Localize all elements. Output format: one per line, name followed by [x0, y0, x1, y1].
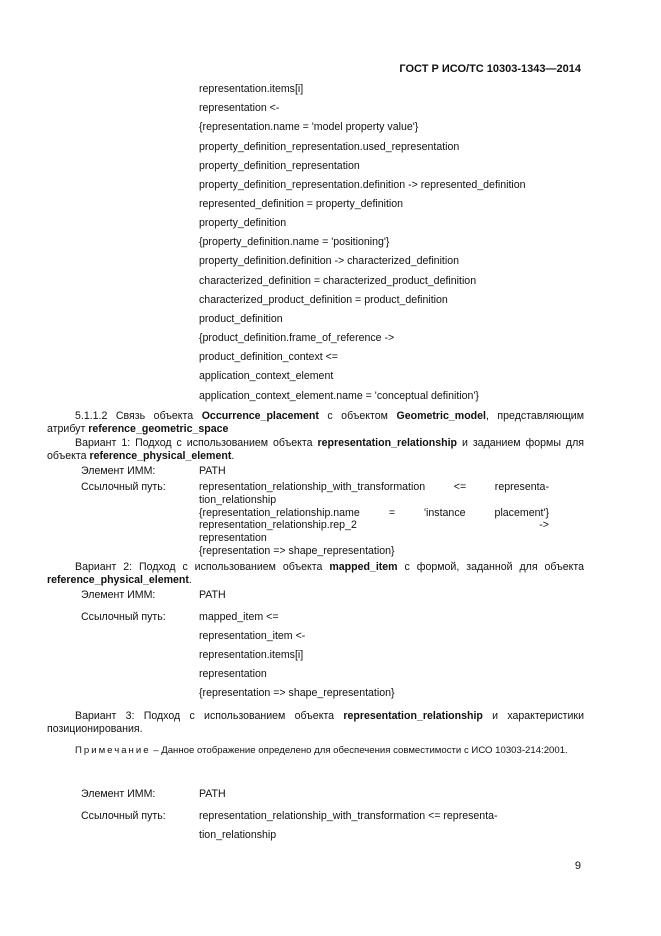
code-line: property_definition_representation.used_representation	[199, 141, 460, 153]
path-line: representation_relationship.rep_2 ->	[199, 519, 549, 531]
code-line: application_context_element.name = 'conceptual definition'}	[199, 390, 479, 402]
variant-1-paragraph: Вариант 1: Подход с использованием объекта representation_relationship и заданием формы для объекта reference_physical_element.	[47, 437, 584, 462]
code-line: represented_definition = property_definition	[199, 198, 404, 210]
code-line: characterized_product_definition = product_definition	[199, 294, 448, 306]
path-line: representation_relationship_with_transformation <= representa-	[199, 481, 549, 493]
code-line: product_definition_context <=	[199, 351, 338, 363]
note-text: – Данное отображение определено для обеспечения совместимости с ИСО 10303-214:2001.	[150, 745, 568, 756]
imm-element-value: PATH	[199, 589, 226, 601]
section-paragraph: 5.1.1.2 Связь объекта Occurrence_placement с объектом Geometric_model, представляющим атрибут reference_geometric_space	[47, 410, 584, 435]
path-line: mapped_item <=	[199, 611, 279, 623]
page-number: 9	[574, 860, 581, 872]
imm-element-value: PATH	[199, 788, 226, 800]
path-line: tion_relationship	[199, 829, 277, 841]
code-line: characterized_definition = characterized_product_definition	[199, 275, 477, 287]
code-line: {property_definition.name = 'positioning'}	[199, 236, 390, 248]
variant-3-paragraph: Вариант 3: Подход с использованием объекта representation_relationship и характеристики позиционирования.	[47, 710, 584, 735]
path-line: representation_item <-	[199, 630, 306, 642]
path-line: representation_relationship_with_transformation <= representa-	[199, 810, 498, 822]
note-paragraph	[47, 745, 584, 757]
code-line: product_definition	[199, 313, 283, 325]
code-line: representation <-	[199, 102, 280, 114]
document-header: ГОСТ Р ИСО/ТС 10303-1343—2014	[399, 63, 581, 75]
code-line: representation.items[i]	[199, 83, 304, 95]
code-line: {product_definition.frame_of_reference ->	[199, 332, 395, 344]
path-line: {representation => shape_representation}	[199, 687, 395, 699]
path-line: {representation => shape_representation}	[199, 545, 395, 557]
reference-path-label: Ссылочный путь:	[81, 481, 166, 493]
code-line: application_context_element	[199, 370, 334, 382]
variant-2-paragraph: Вариант 2: Подход с использованием объекта mapped_item с формой, заданной для объекта reference_physical_element.	[47, 561, 584, 586]
code-line: property_definition_representation	[199, 160, 360, 172]
path-line: {representation_relationship.name = 'instance placement'}	[199, 507, 549, 519]
code-line: property_definition_representation.definition -> represented_definition	[199, 179, 526, 191]
path-line: representation	[199, 532, 267, 544]
path-line: tion_relationship	[199, 494, 277, 506]
code-line: property_definition.definition -> characterized_definition	[199, 255, 460, 267]
code-line: property_definition	[199, 217, 287, 229]
reference-path-label: Ссылочный путь:	[81, 810, 166, 822]
imm-element-label: Элемент ИММ:	[81, 788, 156, 800]
code-line: {representation.name = 'model property value'}	[199, 121, 419, 133]
imm-element-value: PATH	[199, 465, 226, 477]
path-line: representation.items[i]	[199, 649, 304, 661]
note-label: Примечание	[75, 745, 151, 756]
imm-element-label: Элемент ИММ:	[81, 465, 156, 477]
imm-element-label: Элемент ИММ:	[81, 589, 156, 601]
path-line: representation	[199, 668, 267, 680]
reference-path-label: Ссылочный путь:	[81, 611, 166, 623]
